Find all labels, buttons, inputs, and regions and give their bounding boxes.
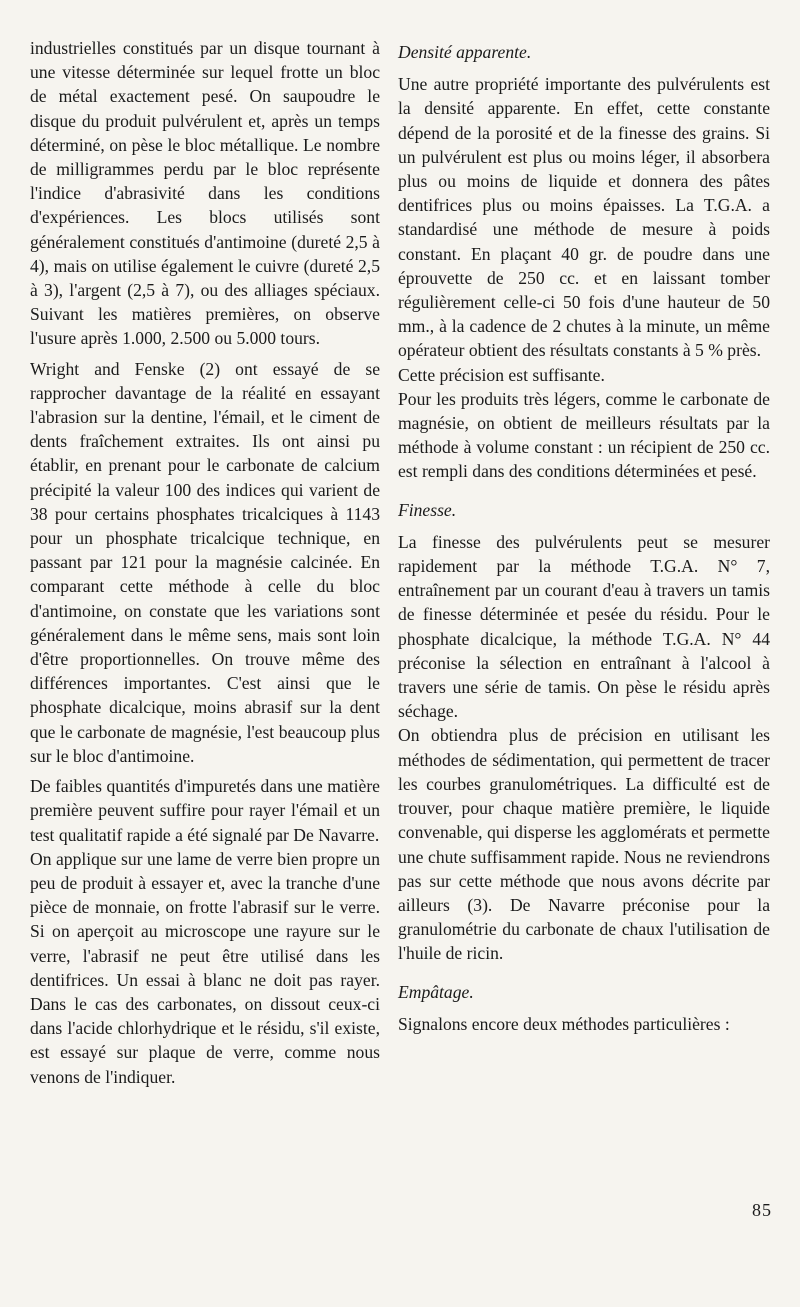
paragraph-finesse: La finesse des pulvérulents peut se mesurer rapidement par la méthode T.G.A. N° 7, entraînement par un courant d'eau à travers un tamis de finesse déterminée et pesée du résidu. Pour le phosphate dicalcique, la méthode T.G.A. N° 44 préconise la sélection en entraînant à l'alcool à travers une série de tamis. On pèse le résidu après séchage. <box>398 531 770 722</box>
paragraph-precision: Cette précision est suffisante. <box>398 364 605 385</box>
paragraph-sedimentation: On obtiendra plus de précision en utilisant les méthodes de sédimentation, qui permettent de tracer les courbes granulométriques. La difficulté est de trouver, pour chaque matière première, le liquide convenable, qui disperse les agglomérats et permette une chute suffisamment rapide. Nous ne reviendrons pas sur cette méthode que nous avons décrite par ailleurs (3). De Navarre préconise pour la granulométrie du carbonate de chaux l'utilisation de l'huile de ricin. <box>398 725 770 964</box>
paragraph-impuretes: De faibles quantités d'impuretés dans une matière première peuvent suffire pour rayer l'émail et un test qualitatif rapide a été signalé par De Navarre. <box>30 776 380 845</box>
section-heading-empatage: Empâtage. <box>398 981 474 1002</box>
paragraph-produits-legers: Pour les produits très légers, comme le carbonate de magnésie, on obtient de meilleurs résultats par la méthode à volume constant : un récipient de 250 cc. est rempli dans des conditions déterminées et pesé. <box>398 388 770 482</box>
paragraph-densite: Une autre propriété importante des pulvérulents est la densité apparente. En effet, cette constante dépend de la porosité et de la finesse des grains. Si un pulvérulent est plus ou moins léger, il absorbera plus ou moins de liquide et donnera des pâtes dentifrices plus ou moins épaisses. La T.G.A. a standardisé une méthode de mesure à poids constant. En plaçant 40 gr. de poudre dans une éprouvette de 250 cc. et en laissant tomber régulièrement celle-ci 50 fois d'une hauteur de 50 mm., à la cadence de 2 chutes à la minute, un même opérateur obtient des résultats constants à 5 % près. <box>398 74 770 361</box>
paragraph-methodes-particulieres: Signalons encore deux méthodes particulières : <box>398 1013 730 1034</box>
right-column <box>398 40 770 1042</box>
paragraph-abrasion-disque: industrielles constitués par un disque tournant à une vitesse déterminée sur lequel frotte un bloc de métal exactement pesé. On saupoudre le disque du produit pulvérulent et, après un temps déterminé, on pèse le bloc métallique. Le nombre de milligrammes perdu par le bloc représente l'indice d'abrasivité dans les conditions d'expériences. Les blocs utilisés sont généralement constitués d'antimoine (dureté 2,5 à 4), mais on utilise également le cuivre (dureté 2,5 à 3), l'argent (2,5 à 7), ou des alliages spéciaux. Suivant les matières premières, on observe l'usure après 1.000, 2.500 ou 5.000 tours. <box>30 38 380 349</box>
section-heading-densite: Densité apparente. <box>398 42 532 62</box>
paragraph-lame-de-verre: On applique sur une lame de verre bien propre un peu de produit à essayer et, avec la tranche d'une pièce de monnaie, on frotte l'abrasif sur le verre. Si on aperçoit au microscope une rayure sur le verre, l'abrasif ne peut être utilisé dans les dentifrices. Un essai à blanc ne doit pas rayer. Dans le cas des carbonates, on dissout ceux-ci dans l'acide chlorhydrique et le résidu, s'il existe, est essayé sur plaque de verre, comme nous venons de l'indiquer. <box>30 848 380 1087</box>
page-number: 85 <box>752 1200 772 1220</box>
paragraph-wright-fenske: Wright and Fenske (2) ont essayé de se rapprocher davantage de la réalité en essayant l'abrasion sur la dentine, l'émail, et le ciment de dents fraîchement extraites. Ils ont ainsi pu établir, en prenant pour le carbonate de calcium précipité la valeur 100 des indices qui varient de 38 pour certains phosphates tricalciques à 1143 pour un phosphate tricalcique technique, en passant par 121 pour la magnésie calcinée. En comparant cette méthode à celle du bloc d'antimoine, on constate que les variations sont généralement dans le même sens, mais sont loin d'être proportionnelles. On trouve même des différences importantes. C'est ainsi que le phosphate dicalcique, moins abrasif sur la dent que le carbonate de magnésie, l'est beaucoup plus sur le bloc d'antimoine. <box>30 358 380 766</box>
left-column <box>30 36 380 1095</box>
section-heading-finesse: Finesse. <box>398 499 457 520</box>
